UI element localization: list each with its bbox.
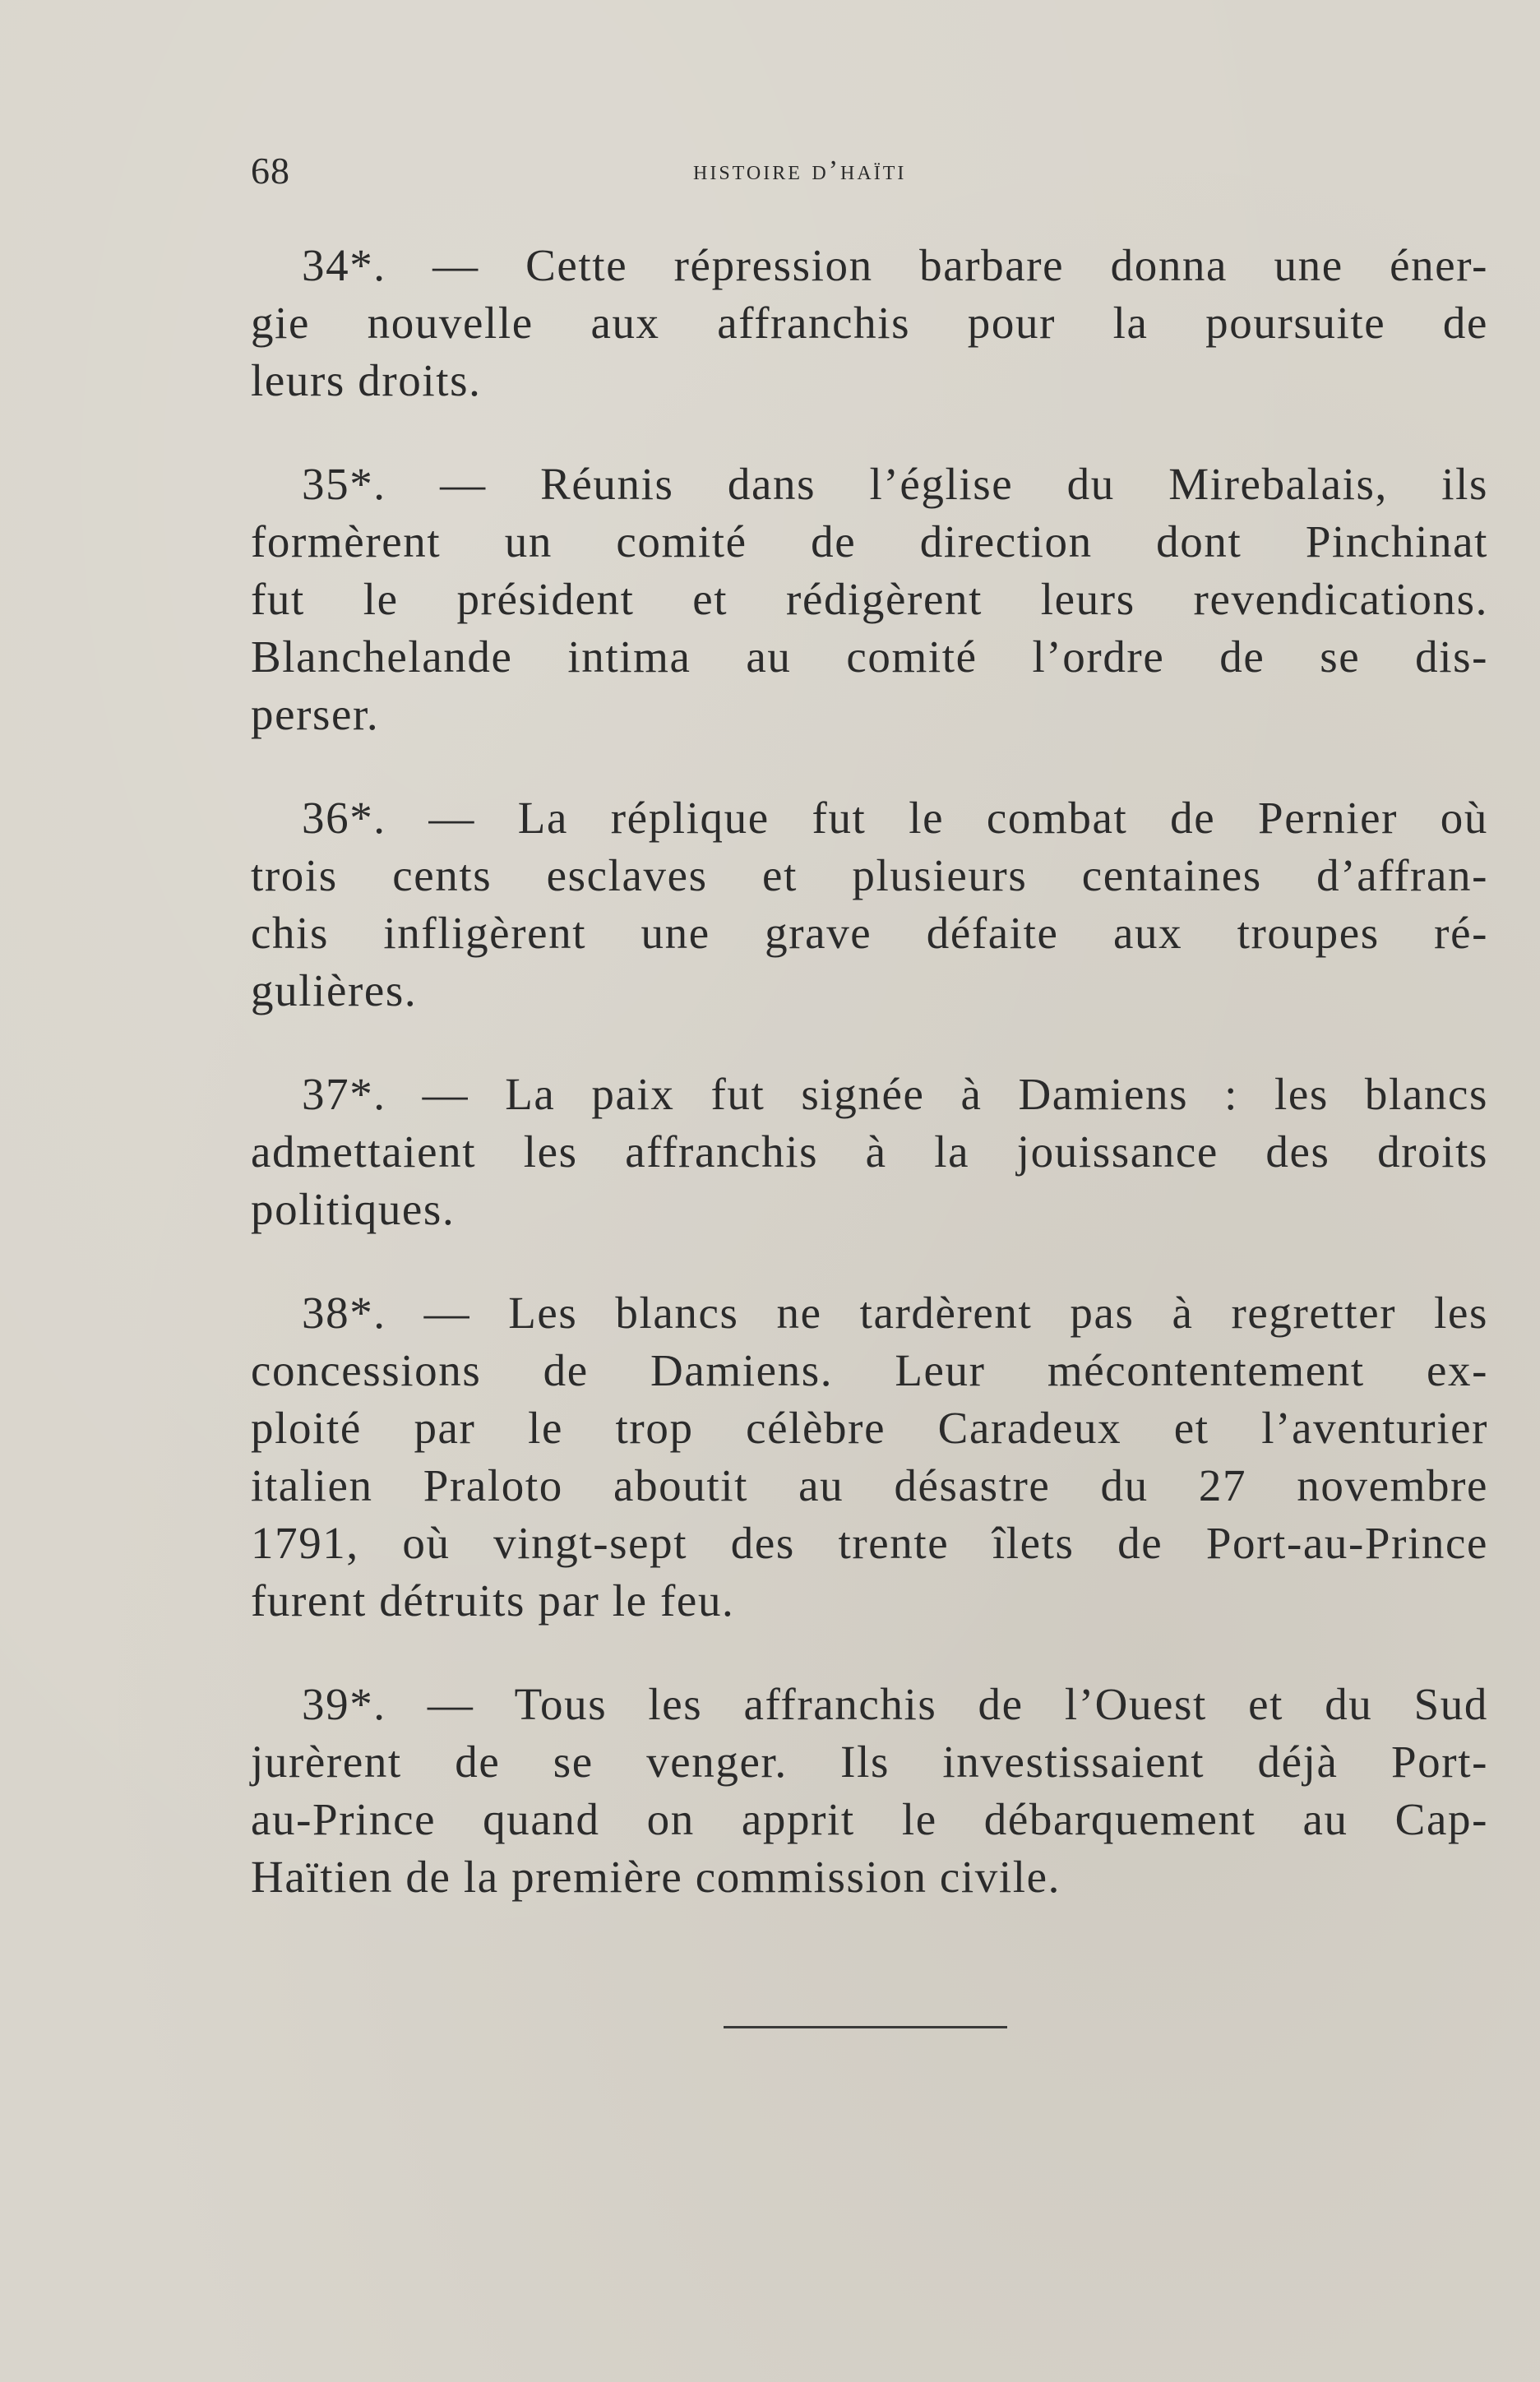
- page-number: 68: [251, 150, 290, 192]
- text-line: 35*. — Réunis dans l’église du Mirebalais, ils: [302, 459, 1488, 509]
- paragraph-37: [251, 1066, 1488, 1238]
- text-line: jurèrent de se venger. Ils investissaient déjà Port-: [251, 1737, 1488, 1787]
- text-line: 39*. — Tous les affranchis de l’Ouest et du Sud: [302, 1679, 1488, 1729]
- section-end-rule: [724, 2026, 1007, 2028]
- paragraph-36: [251, 789, 1488, 1020]
- text-line: gulières.: [251, 965, 418, 1015]
- text-line: au-Prince quand on apprit le débarquement au Cap-: [251, 1794, 1488, 1844]
- text-line: concessions de Damiens. Leur mécontentement ex-: [251, 1345, 1488, 1395]
- paragraph-34: [251, 237, 1488, 409]
- text-line: Blanchelande intima au comité l’ordre de se dis-: [251, 631, 1488, 682]
- page-header: [251, 146, 1077, 196]
- text-line: 38*. — Les blancs ne tardèrent pas à regretter les: [302, 1288, 1488, 1338]
- text-line: chis infligèrent une grave défaite aux troupes ré-: [251, 908, 1488, 958]
- page-body: [251, 237, 1488, 1906]
- text-line: leurs droits.: [251, 355, 482, 405]
- paragraph-35: [251, 456, 1488, 743]
- text-line: 37*. — La paix fut signée à Damiens : les blancs: [302, 1069, 1488, 1119]
- text-line: 34*. — Cette répression barbare donna une éner-: [302, 240, 1488, 290]
- text-line: trois cents esclaves et plusieurs centaines d’affran-: [251, 850, 1488, 900]
- text-line: perser.: [251, 689, 380, 739]
- text-line: admettaient les affranchis à la jouissance des droits: [251, 1126, 1488, 1177]
- text-line: Haïtien de la première commission civile.: [251, 1852, 1061, 1902]
- text-line: politiques.: [251, 1184, 456, 1234]
- text-line: 36*. — La réplique fut le combat de Pernier où: [302, 793, 1488, 843]
- running-title: histoire d’haïti: [693, 155, 907, 186]
- text-line: gie nouvelle aux affranchis pour la poursuite de: [251, 298, 1488, 348]
- text-line: italien Praloto aboutit au désastre du 27 novembre: [251, 1460, 1488, 1510]
- text-line: formèrent un comité de direction dont Pinchinat: [251, 516, 1488, 567]
- paragraph-39: [251, 1676, 1488, 1906]
- text-line: fut le président et rédigèrent leurs revendications.: [251, 574, 1488, 624]
- text-line: furent détruits par le feu.: [251, 1575, 735, 1626]
- text-line: ploité par le trop célèbre Caradeux et l’aventurier: [251, 1403, 1488, 1453]
- paragraph-38: [251, 1284, 1488, 1630]
- text-line: 1791, où vingt-sept des trente îlets de Port-au-Prince: [251, 1518, 1488, 1568]
